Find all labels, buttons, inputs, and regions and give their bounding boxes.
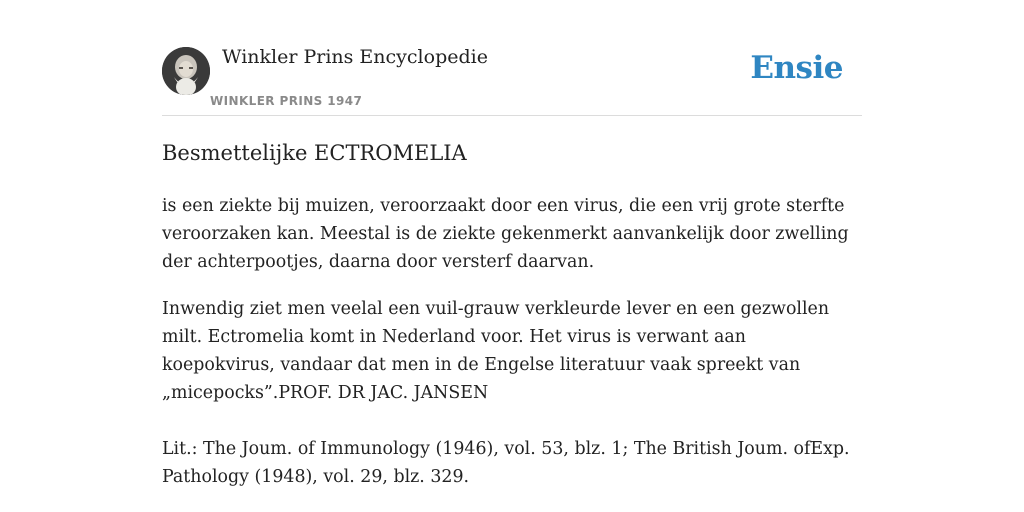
source-name[interactable]: Winkler Prins Encyclopedie (222, 46, 488, 68)
brand-logo[interactable]: Ensie (750, 50, 843, 86)
article-container (162, 0, 862, 487)
article-title: Besmettelijke ECTROMELIA (162, 141, 467, 165)
article-paragraph: is een ziekte bij muizen, veroorzaakt door een virus, die een vrij grote sterfte veroorzaken kan. Meestal is de ziekte gekenmerkt aanvankelijk door zwelling der achterpootjes, daarna door versterf daarvan. (162, 196, 849, 272)
literature-reference: Lit.: The Joum. of Immunology (1946), vol. 53, blz. 1; The British Joum. ofExp. Pathology (1948), vol. 29, blz. 329. (162, 439, 850, 487)
source-edition[interactable]: WINKLER PRINS 1947 (210, 94, 363, 108)
article-paragraph: Inwendig ziet men veelal een vuil-grauw verkleurde lever en een gezwollen milt. Ectromelia komt in Nederland voor. Het virus is verwant aan koepokvirus, vandaar dat men in de Engelse literatuur vaak spreekt van „micepocks”.PROF. DR JAC. JANSEN (162, 299, 830, 403)
portrait-icon (162, 47, 210, 95)
article-header (162, 0, 862, 116)
author-avatar[interactable] (162, 47, 210, 95)
